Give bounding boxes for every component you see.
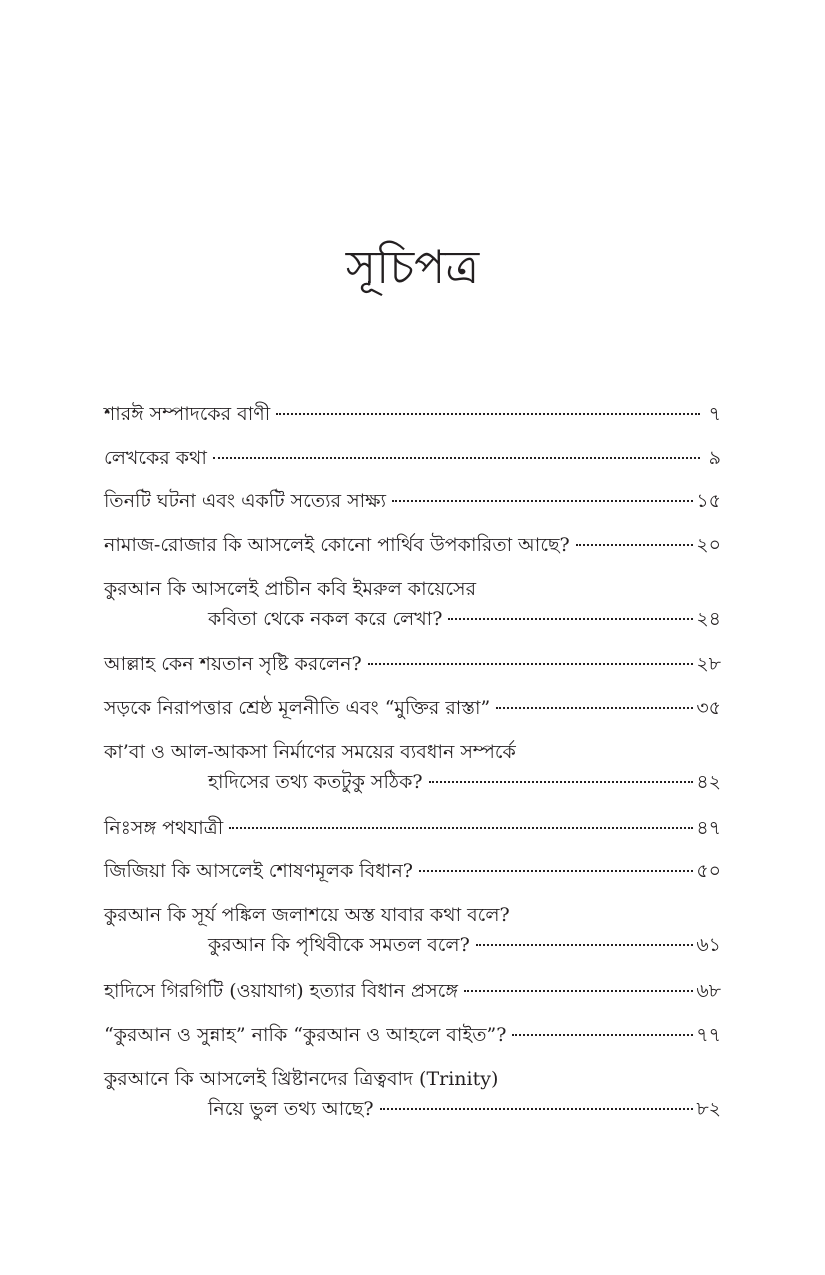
dot-leader [229,827,693,829]
toc-entry-title-continued: কুরআন কি পৃথিবীকে সমতল বলে? [208,934,470,956]
toc-page-number: ৭ [708,403,721,425]
dot-leader [368,663,694,665]
toc-entry[interactable] [104,1064,721,1124]
dot-leader [380,1108,694,1110]
toc-page-number: ৬৮ [696,980,721,1002]
dot-leader [512,1034,693,1036]
toc-page-number: ৭৭ [696,1024,721,1046]
dot-leader [464,990,693,992]
toc-entry-title: লেখকের কথা [104,447,207,469]
toc-entry-title: “কুরআন ও সুন্নাহ” নাকি “কুরআন ও আহলে বাইত”? [104,1024,507,1046]
toc-entry[interactable] [104,486,721,516]
toc-entry-title: হাদিসে গিরগিটি (ওয়াযাগ) হত্যার বিধান প্রসঙ্গে [104,980,458,1002]
dot-leader [496,707,693,709]
toc-entry-title-continued: কবিতা থেকে নকল করে লেখা? [208,608,443,630]
toc-entry[interactable] [104,530,721,560]
toc-page-number: ৬১ [696,934,721,956]
toc-page-number: ২৮ [696,653,721,675]
toc-entry-title: নিঃসঙ্গ পথযাত্রী [104,817,224,839]
dot-leader [576,544,694,546]
toc-entry-title: তিনটি ঘটনা এবং একটি সত্যের সাক্ষ্য [104,490,387,512]
toc-entry-title: কা’বা ও আল-আকসা নির্মাণের সময়ের ব্যবধান সম্পর্কে [104,741,516,763]
toc-entry-title: জিজিয়া কি আসলেই শোষণমূলক বিধান? [104,860,413,882]
toc-entry[interactable] [104,693,721,723]
toc-entry-title-continued: নিয়ে ভুল তথ্য আছে? [208,1098,374,1120]
dot-leader [429,781,694,783]
toc-page-number: ৯ [708,447,721,469]
toc-entry[interactable] [104,399,721,429]
dot-leader [276,413,700,415]
toc-page-number: ৮২ [696,1098,721,1120]
toc-entry[interactable] [104,856,721,886]
toc-page-number: ১৫ [696,490,721,512]
toc-entry[interactable] [104,976,721,1006]
toc-entry[interactable] [104,574,721,634]
dot-leader [448,618,693,620]
toc-page-number: ৩৫ [696,697,721,719]
toc-page-number: ২৪ [696,608,721,630]
toc-page-number: ২০ [696,534,721,556]
toc-entry[interactable] [104,813,721,843]
dot-leader [213,457,700,459]
toc-page-number: ৪২ [696,771,721,793]
toc-entry-title: সড়কে নিরাপত্তার শ্রেষ্ঠ মূলনীতি এবং “মুক্তির রাস্তা” [104,697,491,719]
toc-entry-title: শারঈ সম্পাদকের বাণী [104,403,271,425]
toc-entry-title: নামাজ-রোজার কি আসলেই কোনো পার্থিব উপকারিতা আছে? [104,534,570,556]
toc-entry[interactable] [104,737,721,797]
page-title: সূচিপত্র [345,240,480,294]
toc-entry[interactable] [104,900,721,960]
toc-entry-title-continued: হাদিসের তথ্য কতটুকু সঠিক? [208,771,423,793]
toc-entry-title: কুরআনে কি আসলেই খ্রিষ্টানদের ত্রিত্ববাদ (Trinity) [104,1068,499,1090]
toc-entry[interactable] [104,649,721,679]
toc-entry-title: আল্লাহ কেন শয়তান সৃষ্টি করলেন? [104,653,362,675]
toc-entry-title: কুরআন কি আসলেই প্রাচীন কবি ইমরুল কায়েসের [104,578,477,600]
toc-page-number: ৪৭ [696,817,721,839]
dot-leader [476,944,694,946]
dot-leader [419,870,693,872]
toc-entry-title: কুরআন কি সূর্য পঙ্কিল জলাশয়ে অস্ত যাবার কথা বলে? [104,904,510,926]
toc-entry[interactable] [104,1020,721,1050]
toc-entry[interactable] [104,443,721,473]
toc-page-number: ৫০ [696,860,721,882]
dot-leader [392,500,693,502]
